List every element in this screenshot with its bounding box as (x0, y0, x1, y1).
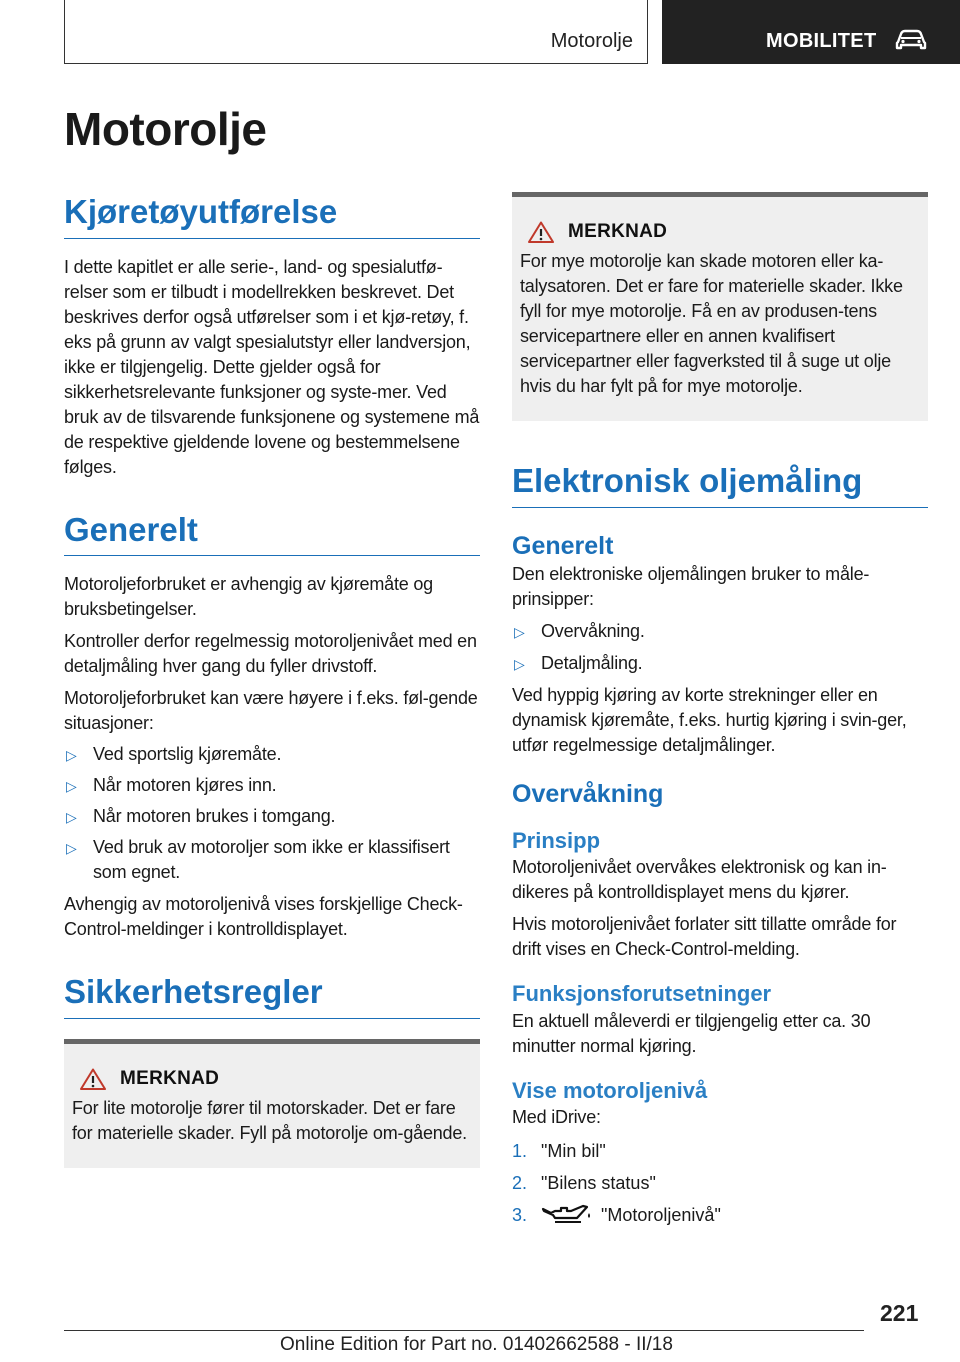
page-title: Motorolje (64, 103, 267, 155)
car-icon (894, 26, 928, 52)
warning-icon (80, 1068, 106, 1090)
generelt-bullet-list (64, 742, 480, 885)
triangle-bullet-icon: ▷ (66, 840, 77, 857)
note-header (80, 1068, 472, 1090)
generelt-p2: Kontroller derfor regelmessig motoroljenivået med en detaljmåling hver gang du fyller drivstoff. (64, 631, 477, 677)
footer-divider (64, 1330, 864, 1331)
triangle-bullet-icon: ▷ (66, 747, 77, 764)
list-item: ▷ Detaljmåling. (512, 651, 928, 676)
funksjon-text: En aktuell måleverdi er tilgjengelig etter ca. 30 minutter normal kjøring. (512, 1010, 871, 1056)
list-item: ▷ Når motoren brukes i tomgang. (64, 804, 480, 829)
footer-edition-text: Online Edition for Part no. 01402662588 - II/18 (280, 1334, 673, 1355)
note-box (512, 192, 928, 421)
heading-kjoretoyutforelse: Kjøretøyutførelse (64, 192, 480, 239)
note-title: MERKNAD (120, 1067, 220, 1089)
warning-icon (528, 221, 554, 243)
left-column (64, 192, 480, 1168)
triangle-bullet-icon: ▷ (514, 656, 525, 673)
elektronisk-generelt-text: Den elektroniske oljemålingen bruker to måle-prinsipper: (512, 564, 870, 610)
header-chapter-title: Motorolje (550, 30, 633, 52)
vise-text: Med iDrive: (512, 1107, 601, 1128)
heading-generelt-sub: Generelt (512, 531, 614, 560)
generelt-p4: Avhengig av motoroljenivå vises forskjellige Check-Control-meldinger i kontrolldisplayet. (64, 894, 463, 940)
generelt-p1: Motoroljeforbruket er avhengig av kjøremåte og bruksbetingelser. (64, 574, 433, 620)
list-item: ▷ Ved sportslig kjøremåte. (64, 742, 480, 767)
triangle-bullet-icon: ▷ (514, 624, 525, 641)
step-item: 2. "Bilens status" (512, 1173, 656, 1194)
elektronisk-generelt-text2: Ved hyppig kjøring av korte strekninger eller en dynamisk kjøremåte, f.eks. hurtig kjøring i svin-ger, utfør regelmessige detaljmålinger. (512, 685, 907, 756)
elektronisk-bullet-list (512, 619, 928, 676)
oil-can-icon (541, 1203, 593, 1225)
heading-elektronisk-oljemaling: Elektronisk oljemåling (512, 461, 928, 508)
heading-vise-motoroljeniva: Vise motoroljenivå (512, 1077, 708, 1103)
note-title: MERKNAD (568, 221, 668, 242)
idrive-steps (512, 1139, 928, 1228)
right-column (512, 192, 928, 1228)
heading-prinsipp: Prinsipp (512, 827, 601, 853)
list-item: ▷ Når motoren kjøres inn. (64, 773, 480, 798)
triangle-bullet-icon: ▷ (66, 778, 77, 795)
note-text: For lite motorolje fører til motorskader. Det er fare for materielle skader. Fyll på motorolje om-gående. (72, 1097, 467, 1143)
list-item: ▷ Overvåkning. (512, 619, 928, 644)
step-item: 1. "Min bil" (512, 1141, 606, 1162)
heading-generelt: Generelt (64, 510, 480, 557)
heading-overvakning: Overvåkning (512, 780, 664, 809)
page-number: 221 (880, 1300, 919, 1326)
generelt-p3: Motoroljeforbruket kan være høyere i f.eks. føl-gende situasjoner: (64, 688, 478, 734)
prinsipp-p2: Hvis motoroljenivået forlater sitt tillatte område for drift vises en Check-Control-melding. (512, 914, 897, 960)
triangle-bullet-icon: ▷ (66, 809, 77, 826)
note-header (528, 221, 920, 243)
prinsipp-p1: Motoroljenivået overvåkes elektronisk og kan in-dikeres på kontrolldisplayet mens du kjører. (512, 857, 887, 903)
note-text: For mye motorolje kan skade motoren eller ka-talysatoren. Det er fare for materielle skader. Ikke fyll for mye motorolje. Få en av produsen-tens servicepartnere eller en annen kvalifisert servicepartner eller fagverksted til å suge ut olje hvis du har fylt på for mye motorolje. (520, 251, 903, 396)
list-item: ▷ Ved bruk av motoroljer som ikke er klassifisert som egnet. (66, 837, 450, 883)
note-box (64, 1039, 480, 1168)
header-section-title: MOBILITET (766, 30, 877, 52)
heading-sikkerhetsregler: Sikkerhetsregler (64, 972, 480, 1019)
header-chapter-box (64, 0, 648, 64)
header-section-box (662, 0, 960, 64)
step-item: 3. "Motoroljenivå" (512, 1205, 721, 1226)
kjoretoy-text: I dette kapitlet er alle serie-, land- og spesialutfø-relser som er tilbudt i modellrekken beskrevet. Det beskrives derfor også utførelser som i et kjø-retøy, f. eks på grunn av valgt spesialutstyr eller landversjon, ikke er tilgjengelig. Dette gjelder også for sikkerhetsrelevante funksjoner og syste-mer. Ved bruk av de tilsvarende funksjonene og systemene må de respektive gjeldende lovene og bestemmelsene følges. (64, 256, 480, 477)
heading-funksjonsforutsetninger: Funksjonsforutsetninger (512, 981, 772, 1007)
